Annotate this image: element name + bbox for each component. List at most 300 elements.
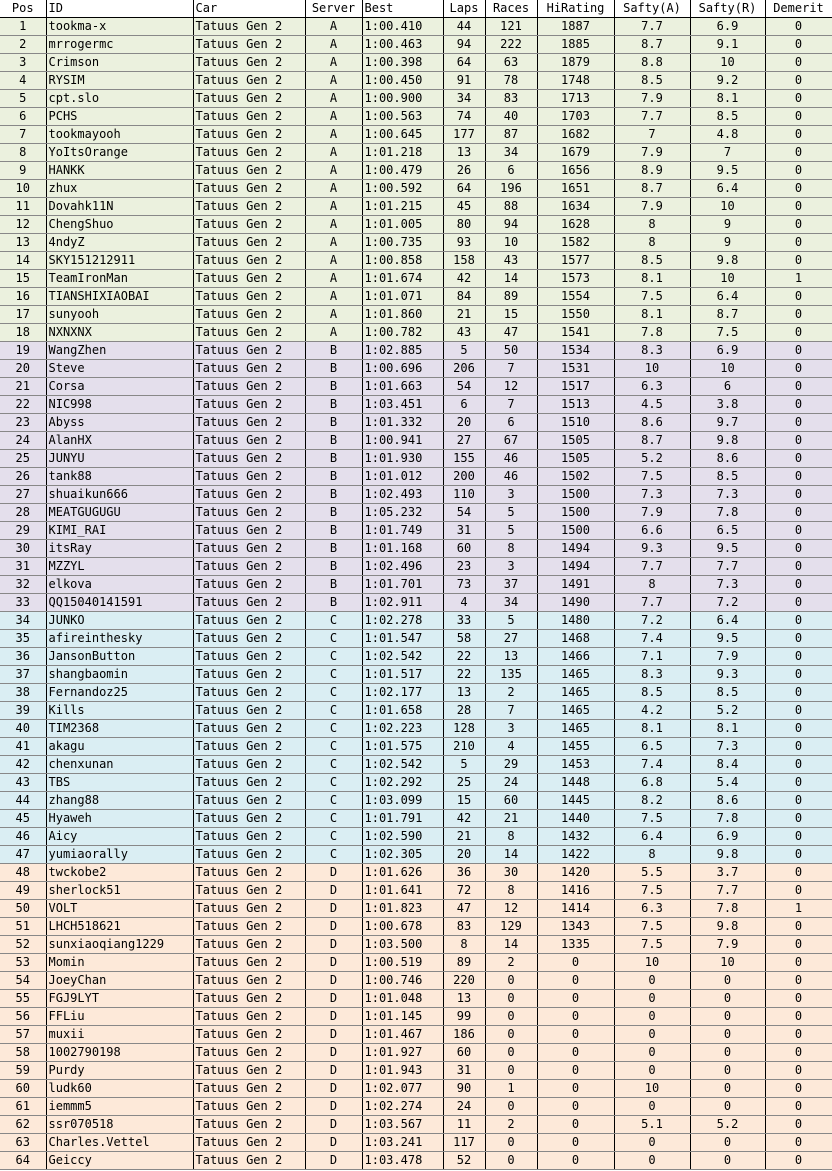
table-row[interactable] <box>0 504 832 522</box>
cell-pos: 57 <box>0 1026 46 1044</box>
cell-car: Tatuus Gen 2 <box>193 396 305 414</box>
cell-races: 2 <box>485 1116 537 1134</box>
table-row[interactable] <box>0 630 832 648</box>
cell-car: Tatuus Gen 2 <box>193 576 305 594</box>
cell-hirating: 1500 <box>537 504 614 522</box>
table-row[interactable] <box>0 54 832 72</box>
cell-safety-r: 9 <box>690 216 765 234</box>
cell-safety-r: 7.8 <box>690 810 765 828</box>
cell-races: 0 <box>485 1152 537 1170</box>
table-row[interactable] <box>0 936 832 954</box>
table-row[interactable] <box>0 468 832 486</box>
cell-demerit: 0 <box>765 954 832 972</box>
table-row[interactable] <box>0 360 832 378</box>
cell-safety-a: 7.1 <box>614 648 690 666</box>
cell-server: B <box>305 360 362 378</box>
col-header-demerit[interactable]: Demerit <box>765 0 832 18</box>
cell-laps: 54 <box>443 504 485 522</box>
cell-laps: 28 <box>443 702 485 720</box>
cell-best: 1:01.145 <box>362 1008 443 1026</box>
cell-safety-a: 6.3 <box>614 378 690 396</box>
cell-pos: 49 <box>0 882 46 900</box>
table-row[interactable] <box>0 1098 832 1116</box>
cell-best: 1:00.479 <box>362 162 443 180</box>
table-row[interactable] <box>0 972 832 990</box>
cell-demerit: 0 <box>765 1116 832 1134</box>
cell-races: 5 <box>485 522 537 540</box>
cell-server: D <box>305 990 362 1008</box>
col-header-races[interactable]: Races <box>485 0 537 18</box>
cell-races: 94 <box>485 216 537 234</box>
table-row[interactable] <box>0 576 832 594</box>
cell-demerit: 0 <box>765 1026 832 1044</box>
cell-demerit: 0 <box>765 54 832 72</box>
cell-best: 1:01.943 <box>362 1062 443 1080</box>
cell-server: C <box>305 702 362 720</box>
cell-id: sherlock51 <box>46 882 193 900</box>
cell-pos: 17 <box>0 306 46 324</box>
cell-id: itsRay <box>46 540 193 558</box>
cell-hirating: 0 <box>537 1080 614 1098</box>
cell-id: afireinthesky <box>46 630 193 648</box>
cell-id: ssr070518 <box>46 1116 193 1134</box>
cell-car: Tatuus Gen 2 <box>193 558 305 576</box>
cell-safety-r: 10 <box>690 360 765 378</box>
col-header-id[interactable]: ID <box>46 0 193 18</box>
cell-races: 222 <box>485 36 537 54</box>
table-row[interactable] <box>0 756 832 774</box>
cell-best: 1:01.674 <box>362 270 443 288</box>
cell-id: LHCH518621 <box>46 918 193 936</box>
cell-server: A <box>305 270 362 288</box>
cell-hirating: 1577 <box>537 252 614 270</box>
cell-id: yumiaorally <box>46 846 193 864</box>
col-header-hirating[interactable]: HiRating <box>537 0 614 18</box>
cell-demerit: 0 <box>765 180 832 198</box>
cell-demerit: 0 <box>765 144 832 162</box>
cell-races: 129 <box>485 918 537 936</box>
cell-safety-r: 3.7 <box>690 864 765 882</box>
table-row[interactable] <box>0 522 832 540</box>
cell-pos: 14 <box>0 252 46 270</box>
cell-server: B <box>305 468 362 486</box>
cell-races: 29 <box>485 756 537 774</box>
table-row[interactable] <box>0 1152 832 1170</box>
cell-safety-a: 8.3 <box>614 666 690 684</box>
cell-safety-a: 6.8 <box>614 774 690 792</box>
table-row[interactable] <box>0 1116 832 1134</box>
cell-car: Tatuus Gen 2 <box>193 864 305 882</box>
cell-safety-r: 10 <box>690 198 765 216</box>
cell-id: JUNKO <box>46 612 193 630</box>
table-row[interactable] <box>0 882 832 900</box>
cell-pos: 15 <box>0 270 46 288</box>
table-row[interactable] <box>0 540 832 558</box>
table-row[interactable] <box>0 90 832 108</box>
table-row[interactable] <box>0 1080 832 1098</box>
cell-safety-r: 9.5 <box>690 630 765 648</box>
table-row[interactable] <box>0 1044 832 1062</box>
cell-server: D <box>305 1080 362 1098</box>
cell-best: 1:01.517 <box>362 666 443 684</box>
table-row[interactable] <box>0 846 832 864</box>
cell-races: 14 <box>485 846 537 864</box>
cell-safety-r: 9.5 <box>690 540 765 558</box>
cell-demerit: 0 <box>765 558 832 576</box>
cell-pos: 13 <box>0 234 46 252</box>
cell-car: Tatuus Gen 2 <box>193 414 305 432</box>
cell-demerit: 0 <box>765 486 832 504</box>
cell-races: 40 <box>485 108 537 126</box>
cell-car: Tatuus Gen 2 <box>193 720 305 738</box>
cell-best: 1:00.696 <box>362 360 443 378</box>
cell-pos: 39 <box>0 702 46 720</box>
table-row[interactable] <box>0 1026 832 1044</box>
cell-safety-r: 0 <box>690 1134 765 1152</box>
cell-pos: 47 <box>0 846 46 864</box>
cell-id: Kills <box>46 702 193 720</box>
cell-hirating: 1448 <box>537 774 614 792</box>
cell-car: Tatuus Gen 2 <box>193 216 305 234</box>
cell-safety-a: 7.9 <box>614 144 690 162</box>
cell-demerit: 0 <box>765 918 832 936</box>
cell-safety-a: 0 <box>614 1152 690 1170</box>
table-row[interactable] <box>0 36 832 54</box>
cell-hirating: 1491 <box>537 576 614 594</box>
cell-laps: 84 <box>443 288 485 306</box>
cell-hirating: 1500 <box>537 522 614 540</box>
table-row[interactable] <box>0 378 832 396</box>
cell-pos: 2 <box>0 36 46 54</box>
cell-safety-r: 6.9 <box>690 18 765 36</box>
table-row[interactable] <box>0 738 832 756</box>
cell-safety-a: 8.8 <box>614 54 690 72</box>
table-row[interactable] <box>0 432 832 450</box>
cell-best: 1:01.663 <box>362 378 443 396</box>
cell-server: A <box>305 198 362 216</box>
cell-server: D <box>305 1116 362 1134</box>
table-row[interactable] <box>0 1134 832 1152</box>
cell-best: 1:01.218 <box>362 144 443 162</box>
cell-car: Tatuus Gen 2 <box>193 648 305 666</box>
cell-laps: 74 <box>443 108 485 126</box>
cell-laps: 13 <box>443 144 485 162</box>
cell-pos: 23 <box>0 414 46 432</box>
cell-server: A <box>305 36 362 54</box>
cell-id: ludk60 <box>46 1080 193 1098</box>
cell-demerit: 0 <box>765 720 832 738</box>
table-row[interactable] <box>0 450 832 468</box>
cell-car: Tatuus Gen 2 <box>193 504 305 522</box>
cell-safety-a: 7.7 <box>614 594 690 612</box>
cell-hirating: 0 <box>537 972 614 990</box>
cell-id: tookmayooh <box>46 126 193 144</box>
table-row[interactable] <box>0 216 832 234</box>
table-row[interactable] <box>0 684 832 702</box>
cell-safety-r: 7.5 <box>690 324 765 342</box>
cell-pos: 31 <box>0 558 46 576</box>
cell-demerit: 0 <box>765 1044 832 1062</box>
header-row <box>0 0 832 18</box>
cell-safety-a: 7.9 <box>614 504 690 522</box>
cell-laps: 21 <box>443 306 485 324</box>
table-row[interactable] <box>0 792 832 810</box>
cell-best: 1:03.567 <box>362 1116 443 1134</box>
cell-id: mrrogermc <box>46 36 193 54</box>
cell-car: Tatuus Gen 2 <box>193 882 305 900</box>
cell-races: 83 <box>485 90 537 108</box>
cell-car: Tatuus Gen 2 <box>193 810 305 828</box>
cell-safety-a: 4.5 <box>614 396 690 414</box>
cell-races: 46 <box>485 468 537 486</box>
cell-safety-r: 8.5 <box>690 468 765 486</box>
cell-laps: 45 <box>443 198 485 216</box>
cell-races: 0 <box>485 1026 537 1044</box>
cell-safety-a: 0 <box>614 1062 690 1080</box>
cell-safety-r: 6.4 <box>690 288 765 306</box>
table-row[interactable] <box>0 144 832 162</box>
cell-server: B <box>305 558 362 576</box>
table-row[interactable] <box>0 864 832 882</box>
cell-server: A <box>305 72 362 90</box>
cell-races: 0 <box>485 972 537 990</box>
cell-laps: 91 <box>443 72 485 90</box>
cell-best: 1:02.274 <box>362 1098 443 1116</box>
cell-pos: 33 <box>0 594 46 612</box>
cell-races: 7 <box>485 396 537 414</box>
cell-laps: 64 <box>443 54 485 72</box>
cell-races: 78 <box>485 72 537 90</box>
cell-server: A <box>305 126 362 144</box>
cell-server: D <box>305 1062 362 1080</box>
table-row[interactable] <box>0 126 832 144</box>
cell-hirating: 1879 <box>537 54 614 72</box>
table-row[interactable] <box>0 1008 832 1026</box>
cell-pos: 9 <box>0 162 46 180</box>
cell-pos: 34 <box>0 612 46 630</box>
table-row[interactable] <box>0 954 832 972</box>
cell-id: KIMI_RAI <box>46 522 193 540</box>
cell-safety-a: 7.4 <box>614 756 690 774</box>
cell-demerit: 0 <box>765 684 832 702</box>
cell-id: HANKK <box>46 162 193 180</box>
cell-car: Tatuus Gen 2 <box>193 36 305 54</box>
cell-car: Tatuus Gen 2 <box>193 1116 305 1134</box>
col-header-laps[interactable]: Laps <box>443 0 485 18</box>
table-row[interactable] <box>0 108 832 126</box>
cell-car: Tatuus Gen 2 <box>193 126 305 144</box>
cell-safety-r: 6 <box>690 378 765 396</box>
cell-pos: 51 <box>0 918 46 936</box>
table-row[interactable] <box>0 72 832 90</box>
col-header-best[interactable]: Best <box>362 0 443 18</box>
cell-laps: 72 <box>443 882 485 900</box>
table-row[interactable] <box>0 558 832 576</box>
table-row[interactable] <box>0 720 832 738</box>
table-row[interactable] <box>0 288 832 306</box>
cell-pos: 46 <box>0 828 46 846</box>
table-row[interactable] <box>0 810 832 828</box>
cell-safety-r: 8.6 <box>690 792 765 810</box>
cell-hirating: 1505 <box>537 432 614 450</box>
cell-safety-a: 8 <box>614 216 690 234</box>
cell-best: 1:00.645 <box>362 126 443 144</box>
cell-best: 1:00.746 <box>362 972 443 990</box>
cell-races: 87 <box>485 126 537 144</box>
table-row[interactable] <box>0 234 832 252</box>
table-row[interactable] <box>0 252 832 270</box>
cell-safety-r: 8.1 <box>690 90 765 108</box>
cell-races: 2 <box>485 684 537 702</box>
cell-server: A <box>305 252 362 270</box>
cell-pos: 29 <box>0 522 46 540</box>
cell-races: 7 <box>485 360 537 378</box>
cell-laps: 158 <box>443 252 485 270</box>
cell-car: Tatuus Gen 2 <box>193 198 305 216</box>
cell-best: 1:00.858 <box>362 252 443 270</box>
cell-safety-r: 0 <box>690 1026 765 1044</box>
table-row[interactable] <box>0 396 832 414</box>
cell-server: C <box>305 612 362 630</box>
col-header-server[interactable]: Server <box>305 0 362 18</box>
cell-races: 3 <box>485 558 537 576</box>
cell-car: Tatuus Gen 2 <box>193 828 305 846</box>
cell-laps: 60 <box>443 1044 485 1062</box>
cell-laps: 117 <box>443 1134 485 1152</box>
cell-safety-r: 7.8 <box>690 504 765 522</box>
table-row[interactable] <box>0 270 832 288</box>
cell-server: A <box>305 108 362 126</box>
table-row[interactable] <box>0 306 832 324</box>
cell-safety-a: 6.6 <box>614 522 690 540</box>
cell-car: Tatuus Gen 2 <box>193 684 305 702</box>
cell-demerit: 0 <box>765 396 832 414</box>
table-row[interactable] <box>0 324 832 342</box>
cell-car: Tatuus Gen 2 <box>193 1152 305 1170</box>
cell-car: Tatuus Gen 2 <box>193 630 305 648</box>
cell-races: 8 <box>485 882 537 900</box>
cell-safety-a: 7.5 <box>614 936 690 954</box>
cell-id: RYSIM <box>46 72 193 90</box>
table-row[interactable] <box>0 900 832 918</box>
cell-car: Tatuus Gen 2 <box>193 612 305 630</box>
table-row[interactable] <box>0 1062 832 1080</box>
table-row[interactable] <box>0 612 832 630</box>
cell-server: C <box>305 792 362 810</box>
cell-laps: 42 <box>443 810 485 828</box>
table-row[interactable] <box>0 918 832 936</box>
cell-id: SKY151212911 <box>46 252 193 270</box>
cell-pos: 52 <box>0 936 46 954</box>
cell-car: Tatuus Gen 2 <box>193 54 305 72</box>
cell-id: sunxiaoqiang1229 <box>46 936 193 954</box>
table-row[interactable] <box>0 990 832 1008</box>
cell-safety-a: 6.3 <box>614 900 690 918</box>
col-header-safety-a[interactable]: Safty(A) <box>614 0 690 18</box>
cell-pos: 42 <box>0 756 46 774</box>
cell-car: Tatuus Gen 2 <box>193 1026 305 1044</box>
cell-server: C <box>305 630 362 648</box>
cell-car: Tatuus Gen 2 <box>193 918 305 936</box>
cell-safety-a: 7.5 <box>614 810 690 828</box>
cell-server: C <box>305 810 362 828</box>
cell-hirating: 0 <box>537 1134 614 1152</box>
cell-safety-r: 9.8 <box>690 918 765 936</box>
cell-safety-r: 0 <box>690 1062 765 1080</box>
cell-server: D <box>305 864 362 882</box>
cell-safety-r: 8.5 <box>690 684 765 702</box>
cell-hirating: 1465 <box>537 666 614 684</box>
cell-laps: 13 <box>443 990 485 1008</box>
table-row[interactable] <box>0 774 832 792</box>
table-row[interactable] <box>0 414 832 432</box>
col-header-pos[interactable]: Pos <box>0 0 46 18</box>
table-row[interactable] <box>0 702 832 720</box>
table-row[interactable] <box>0 594 832 612</box>
cell-safety-a: 10 <box>614 954 690 972</box>
table-row[interactable] <box>0 666 832 684</box>
cell-demerit: 0 <box>765 468 832 486</box>
cell-server: D <box>305 1152 362 1170</box>
cell-safety-r: 0 <box>690 972 765 990</box>
col-header-safety-r[interactable]: Safty(R) <box>690 0 765 18</box>
cell-best: 1:00.782 <box>362 324 443 342</box>
cell-laps: 80 <box>443 216 485 234</box>
cell-demerit: 0 <box>765 162 832 180</box>
cell-id: PCHS <box>46 108 193 126</box>
cell-server: A <box>305 162 362 180</box>
table-row[interactable] <box>0 828 832 846</box>
table-row[interactable] <box>0 162 832 180</box>
cell-hirating: 1335 <box>537 936 614 954</box>
cell-id: Crimson <box>46 54 193 72</box>
col-header-car[interactable]: Car <box>193 0 305 18</box>
cell-safety-a: 8.1 <box>614 720 690 738</box>
cell-best: 1:01.658 <box>362 702 443 720</box>
cell-safety-r: 10 <box>690 54 765 72</box>
cell-safety-r: 8.4 <box>690 756 765 774</box>
cell-server: D <box>305 936 362 954</box>
cell-best: 1:02.542 <box>362 648 443 666</box>
cell-hirating: 1517 <box>537 378 614 396</box>
cell-car: Tatuus Gen 2 <box>193 180 305 198</box>
cell-car: Tatuus Gen 2 <box>193 936 305 954</box>
table-row[interactable] <box>0 18 832 36</box>
cell-best: 1:01.701 <box>362 576 443 594</box>
cell-server: D <box>305 972 362 990</box>
table-row[interactable] <box>0 648 832 666</box>
cell-best: 1:01.823 <box>362 900 443 918</box>
cell-best: 1:01.927 <box>362 1044 443 1062</box>
cell-races: 12 <box>485 378 537 396</box>
cell-hirating: 1505 <box>537 450 614 468</box>
cell-demerit: 0 <box>765 198 832 216</box>
cell-pos: 10 <box>0 180 46 198</box>
cell-races: 0 <box>485 1062 537 1080</box>
cell-safety-r: 3.8 <box>690 396 765 414</box>
cell-best: 1:00.450 <box>362 72 443 90</box>
cell-hirating: 1554 <box>537 288 614 306</box>
cell-races: 10 <box>485 234 537 252</box>
cell-safety-r: 9.8 <box>690 252 765 270</box>
table-row[interactable] <box>0 180 832 198</box>
cell-hirating: 1531 <box>537 360 614 378</box>
table-row[interactable] <box>0 198 832 216</box>
table-row[interactable] <box>0 342 832 360</box>
table-row[interactable] <box>0 486 832 504</box>
cell-safety-a: 0 <box>614 1044 690 1062</box>
cell-laps: 94 <box>443 36 485 54</box>
